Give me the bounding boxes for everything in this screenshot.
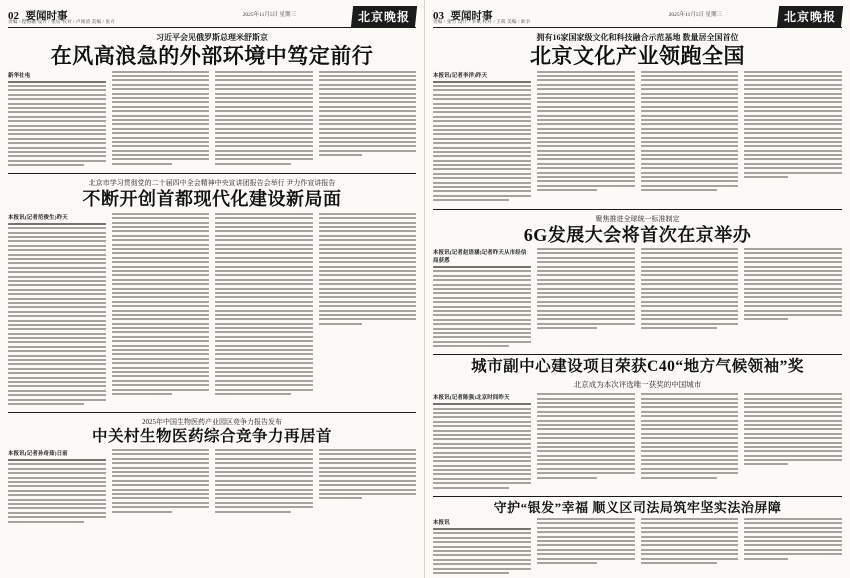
article-headline: 中关村生物医药综合竞争力再居首	[91, 428, 332, 446]
article-biomedicine-park	[8, 417, 416, 525]
body-column	[433, 393, 531, 491]
lead-label: 本报讯(记者李洋)昨天	[433, 72, 488, 79]
text-lines	[641, 71, 739, 192]
text-lines	[8, 223, 106, 405]
text-lines	[744, 248, 842, 320]
lead-label: 本报讯(记者陈强)北京时间昨天	[433, 395, 510, 402]
article-shoulder: 拥有16家国家级文化和科技融合示范基地 数量居全国首位	[536, 33, 739, 42]
section-divider	[8, 412, 416, 413]
text-lines	[433, 81, 531, 202]
article-subhead: 北京成为本次评选唯一获奖的中国城市	[573, 380, 702, 390]
article-body	[433, 248, 842, 349]
logo-text: 北京晚报	[358, 10, 411, 24]
body-column	[319, 213, 417, 407]
article-body	[433, 71, 842, 204]
article-shoulder: 北京市学习贯彻党的二十届四中全会精神中央宣讲团报告会举行 尹力作宣讲报告	[88, 179, 336, 188]
body-column	[537, 393, 635, 491]
article-6g-conference	[433, 214, 842, 350]
body-column	[112, 213, 210, 407]
body-column	[112, 71, 210, 169]
lead-label: 本报讯(记者孙奇茹)日前	[8, 451, 68, 458]
text-lines	[537, 393, 635, 478]
text-lines	[215, 71, 313, 165]
text-lines	[433, 266, 531, 347]
logo-text: 北京晚报	[784, 10, 837, 24]
text-lines	[537, 71, 635, 192]
text-lines	[8, 459, 106, 522]
article-c40-award	[433, 359, 842, 491]
body-column	[641, 248, 739, 349]
article-body	[433, 518, 842, 576]
body-column	[319, 449, 417, 525]
text-lines	[112, 449, 210, 512]
masthead-left	[8, 6, 416, 28]
text-lines	[112, 71, 210, 165]
text-lines	[319, 449, 417, 499]
article-shoulder: 习近平会见俄罗斯总理米舒斯京	[156, 33, 268, 42]
body-column	[319, 71, 417, 169]
body-column	[433, 71, 531, 204]
section-divider	[433, 209, 842, 210]
body-column	[744, 248, 842, 349]
text-lines	[537, 518, 635, 564]
article-xi-meeting	[8, 32, 416, 168]
text-lines	[215, 213, 313, 395]
folio-section: 要闻时事	[25, 11, 68, 22]
body-column	[537, 71, 635, 204]
masthead-date: 2025年11月5日 星期三	[668, 12, 722, 18]
text-lines	[537, 248, 635, 329]
folio-section: 要闻时事	[450, 11, 493, 22]
body-column	[215, 213, 313, 407]
article-body	[433, 393, 842, 491]
text-lines	[641, 248, 739, 329]
body-column	[744, 518, 842, 576]
article-headline: 在风高浪急的外部环境中笃定前行	[50, 44, 374, 68]
body-column	[641, 393, 739, 491]
section-divider	[433, 354, 842, 355]
body-column	[8, 449, 106, 525]
body-column	[215, 449, 313, 525]
body-column	[641, 71, 739, 204]
text-lines	[641, 393, 739, 478]
text-lines	[8, 81, 106, 166]
article-headline: 守护“银发”幸福 顺义区司法局筑牢坚实法治屏障	[493, 500, 782, 516]
article-shoulder: 2025年中国生物医药产业园区竞争力报告发布	[142, 418, 282, 427]
body-column	[744, 393, 842, 491]
masthead-credits: 责编 / 程海鹏 设计 / 张培 校对 / 卢俊清 美编 / 张方	[8, 19, 116, 24]
body-column	[8, 213, 106, 407]
body-column	[433, 518, 531, 576]
page-right	[425, 0, 850, 578]
article-body	[8, 213, 416, 407]
text-lines	[641, 518, 739, 564]
article-culture-industry	[433, 32, 842, 204]
text-lines	[433, 403, 531, 488]
article-shoulder: 聚焦推进全球统一标准制定	[595, 214, 680, 223]
body-column	[112, 449, 210, 525]
body-column	[8, 71, 106, 169]
lead-label: 本报讯(记者赵语涵)记者昨天从市经信局获悉	[433, 250, 527, 265]
lead-label: 新华社电	[8, 72, 31, 79]
body-column	[744, 71, 842, 204]
masthead-right	[433, 6, 842, 28]
text-lines	[744, 518, 842, 560]
text-lines	[319, 213, 417, 325]
body-column	[641, 518, 739, 576]
article-headline: 北京文化产业领跑全国	[530, 44, 745, 68]
section-divider	[8, 173, 416, 174]
body-column	[537, 248, 635, 349]
article-headline: 城市副中心建设项目荣获C40“地方气候领袖”奖	[471, 358, 804, 376]
folio-number: 03	[433, 10, 444, 22]
text-lines	[319, 71, 417, 156]
article-headline: 6G发展大会将首次在京举办	[523, 224, 752, 245]
text-lines	[744, 71, 842, 178]
article-elderly-legal-service	[433, 501, 842, 576]
text-lines	[433, 528, 531, 574]
section-divider	[433, 496, 842, 497]
newspaper-logo	[351, 6, 417, 28]
lead-label: 本报讯	[433, 520, 450, 527]
article-headline: 不断开创首都现代化建设新局面	[82, 189, 342, 210]
masthead-date: 2025年11月5日 星期三	[242, 12, 296, 18]
folio-number: 02	[8, 10, 19, 22]
newspaper-logo	[777, 6, 843, 28]
article-body	[8, 449, 416, 525]
text-lines	[744, 393, 842, 465]
article-body	[8, 71, 416, 169]
article-study-report	[8, 178, 416, 407]
masthead-credits: 责编 / 张力 设计 / 李斌 校对 / 王萌 美编 / 耿争	[433, 19, 531, 24]
body-column	[433, 248, 531, 349]
body-column	[537, 518, 635, 576]
text-lines	[215, 449, 313, 512]
lead-label: 本报讯(记者范俊生)昨天	[8, 214, 68, 221]
body-column	[215, 71, 313, 169]
text-lines	[112, 213, 210, 395]
